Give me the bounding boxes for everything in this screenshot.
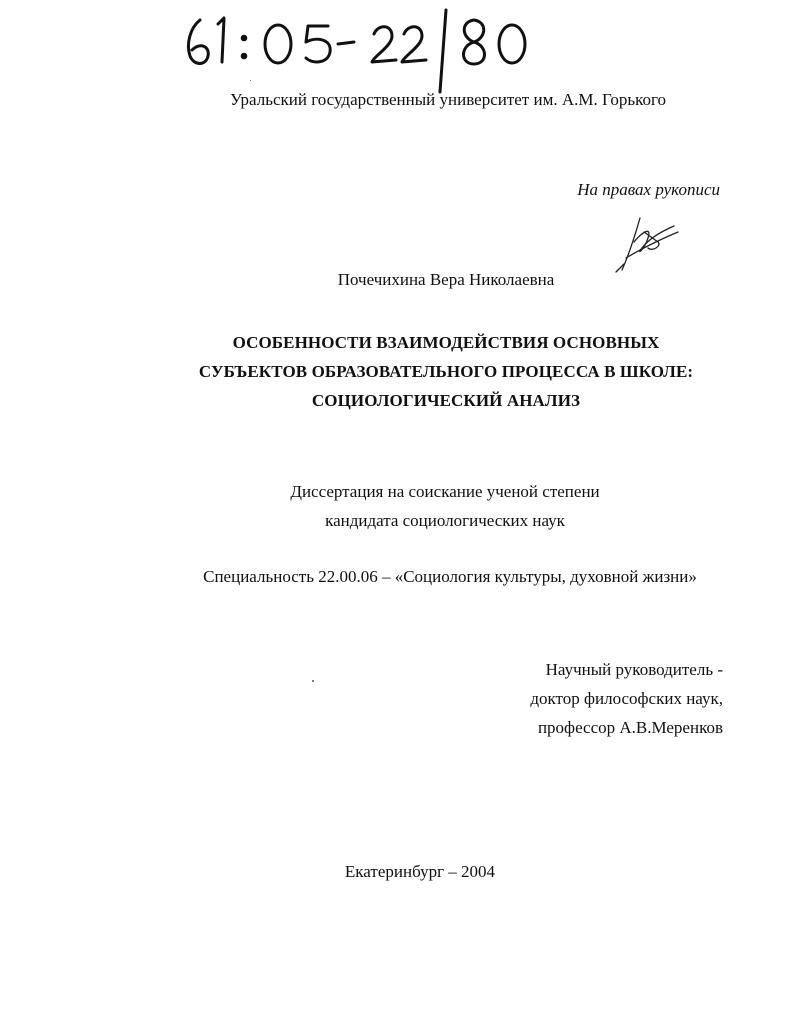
city-and-year: Екатеринбург – 2004 bbox=[344, 862, 496, 881]
title-line: ОСОБЕННОСТИ ВЗАИМОДЕЙСТВИЯ ОСНОВНЫХ bbox=[232, 333, 660, 352]
university-name: Уральский государственный университет им. А.М. Горького bbox=[229, 90, 667, 109]
title-line: СУБЪЕКТОВ ОБРАЗОВАТЕЛЬНОГО ПРОЦЕССА В ШКОЛЕ: bbox=[198, 362, 694, 381]
title-line: СОЦИОЛОГИЧЕСКИЙ АНАЛИЗ bbox=[311, 391, 581, 410]
handwritten-archive-code bbox=[178, 6, 538, 94]
dissertation-title bbox=[140, 328, 752, 415]
supervisor-line: доктор философских наук, bbox=[530, 689, 723, 708]
signature bbox=[612, 212, 688, 276]
author-name: Почечихина Вера Николаевна bbox=[337, 270, 555, 289]
degree-line: кандидата социологических наук bbox=[325, 511, 565, 530]
scientific-supervisor bbox=[530, 655, 723, 742]
scan-speck bbox=[250, 80, 251, 81]
supervisor-line: профессор А.В.Меренков bbox=[537, 718, 723, 737]
supervisor-line: Научный руководитель - bbox=[545, 660, 723, 679]
degree-line: Диссертация на соискание ученой степени bbox=[290, 482, 600, 501]
manuscript-rights-note: На правах рукописи bbox=[577, 180, 720, 199]
degree-statement bbox=[250, 477, 640, 535]
specialty: Специальность 22.00.06 – «Социология культуры, духовной жизни» bbox=[203, 567, 697, 586]
scan-speck bbox=[312, 680, 314, 682]
